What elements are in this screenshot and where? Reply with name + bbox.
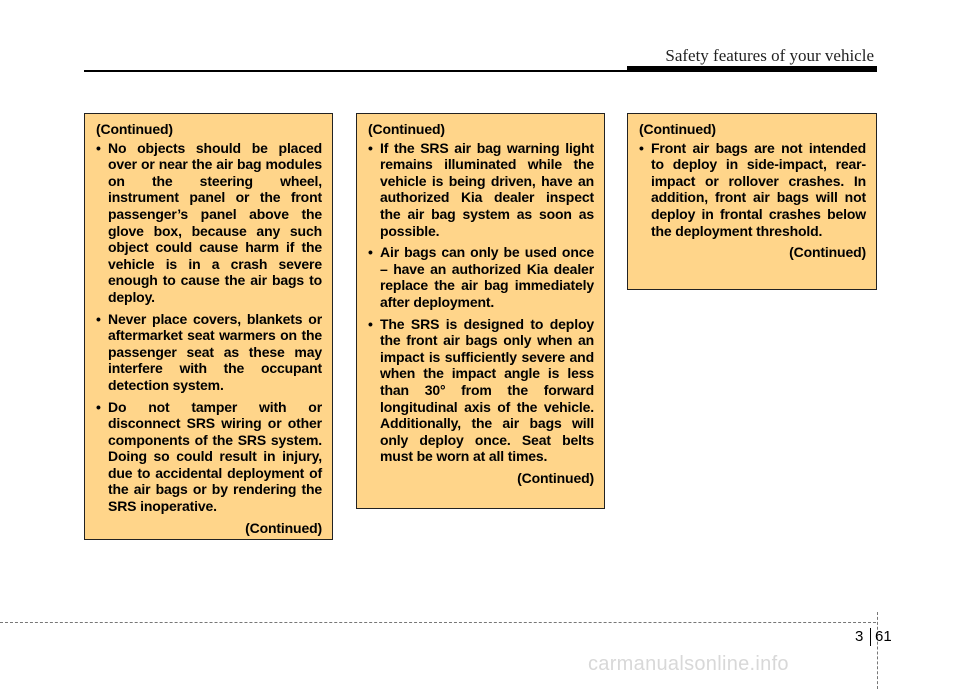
list-item: • The SRS is designed to deploy the front air bags only when an impact is sufficiently severe and when the impact angle is less than 30° from the forward longitudinal axis of the vehicle. Additionally, the air bags will only deploy once. Seat belts must be worn at all times.: [368, 315, 594, 465]
header-title: Safety features of your vehicle: [665, 46, 874, 65]
list-item: • Never place covers, blankets or aftermarket seat warmers on the passenger seat as these may interfere with the occupant detection system.: [96, 310, 322, 393]
warning-box-3: [627, 113, 877, 290]
list-item: • If the SRS air bag warning light remains illuminated while the vehicle is being driven, have an authorized Kia dealer inspect the air bag system as soon as possible.: [368, 139, 594, 239]
footer-vertical-rule: [877, 612, 878, 689]
continued-label: (Continued): [639, 121, 716, 137]
bullet-icon: •: [96, 139, 101, 156]
bullet-icon: •: [96, 398, 101, 415]
warning-list: [96, 140, 322, 515]
watermark: carmanualsonline.info: [588, 653, 789, 675]
continued-tail: (Continued): [517, 469, 594, 486]
page-number-divider: [870, 628, 871, 646]
bullet-icon: •: [368, 244, 373, 261]
warning-list: [368, 140, 594, 465]
list-item: • No objects should be placed over or near the air bag modules on the steering wheel, instrument panel or the front passenger’s panel above the glove box, because any such object could cause harm if the vehicle is in a crash severe enough to cause the air bags to deploy.: [96, 139, 322, 305]
warning-box-1: [84, 113, 333, 540]
continued-label: (Continued): [96, 121, 173, 137]
footer-rule: [0, 622, 876, 623]
bullet-icon: •: [368, 315, 373, 332]
list-item: • Air bags can only be used once – have an authorized Kia dealer replace the air bag immediately after deployment.: [368, 244, 594, 310]
list-item: • Front air bags are not intended to deploy in side-impact, rear-impact or rollover crashes. In addition, front air bags will not deploy in frontal crashes below the deployment threshold.: [639, 139, 866, 239]
page-number: 61: [875, 628, 892, 645]
header-rule-accent: [627, 66, 877, 72]
continued-label: (Continued): [368, 121, 445, 137]
continued-tail: (Continued): [245, 519, 322, 536]
section-number: 3: [855, 628, 864, 645]
bullet-icon: •: [96, 310, 101, 327]
warning-box-2: [356, 113, 605, 509]
list-item: • Do not tamper with or disconnect SRS wiring or other components of the SRS system. Doing so could result in injury, due to accidental deployment of the air bags or by rendering the SRS inoperative.: [96, 398, 322, 515]
bullet-icon: •: [368, 139, 373, 156]
warning-list: [639, 140, 866, 240]
bullet-icon: •: [639, 139, 644, 156]
continued-tail: (Continued): [789, 244, 866, 261]
